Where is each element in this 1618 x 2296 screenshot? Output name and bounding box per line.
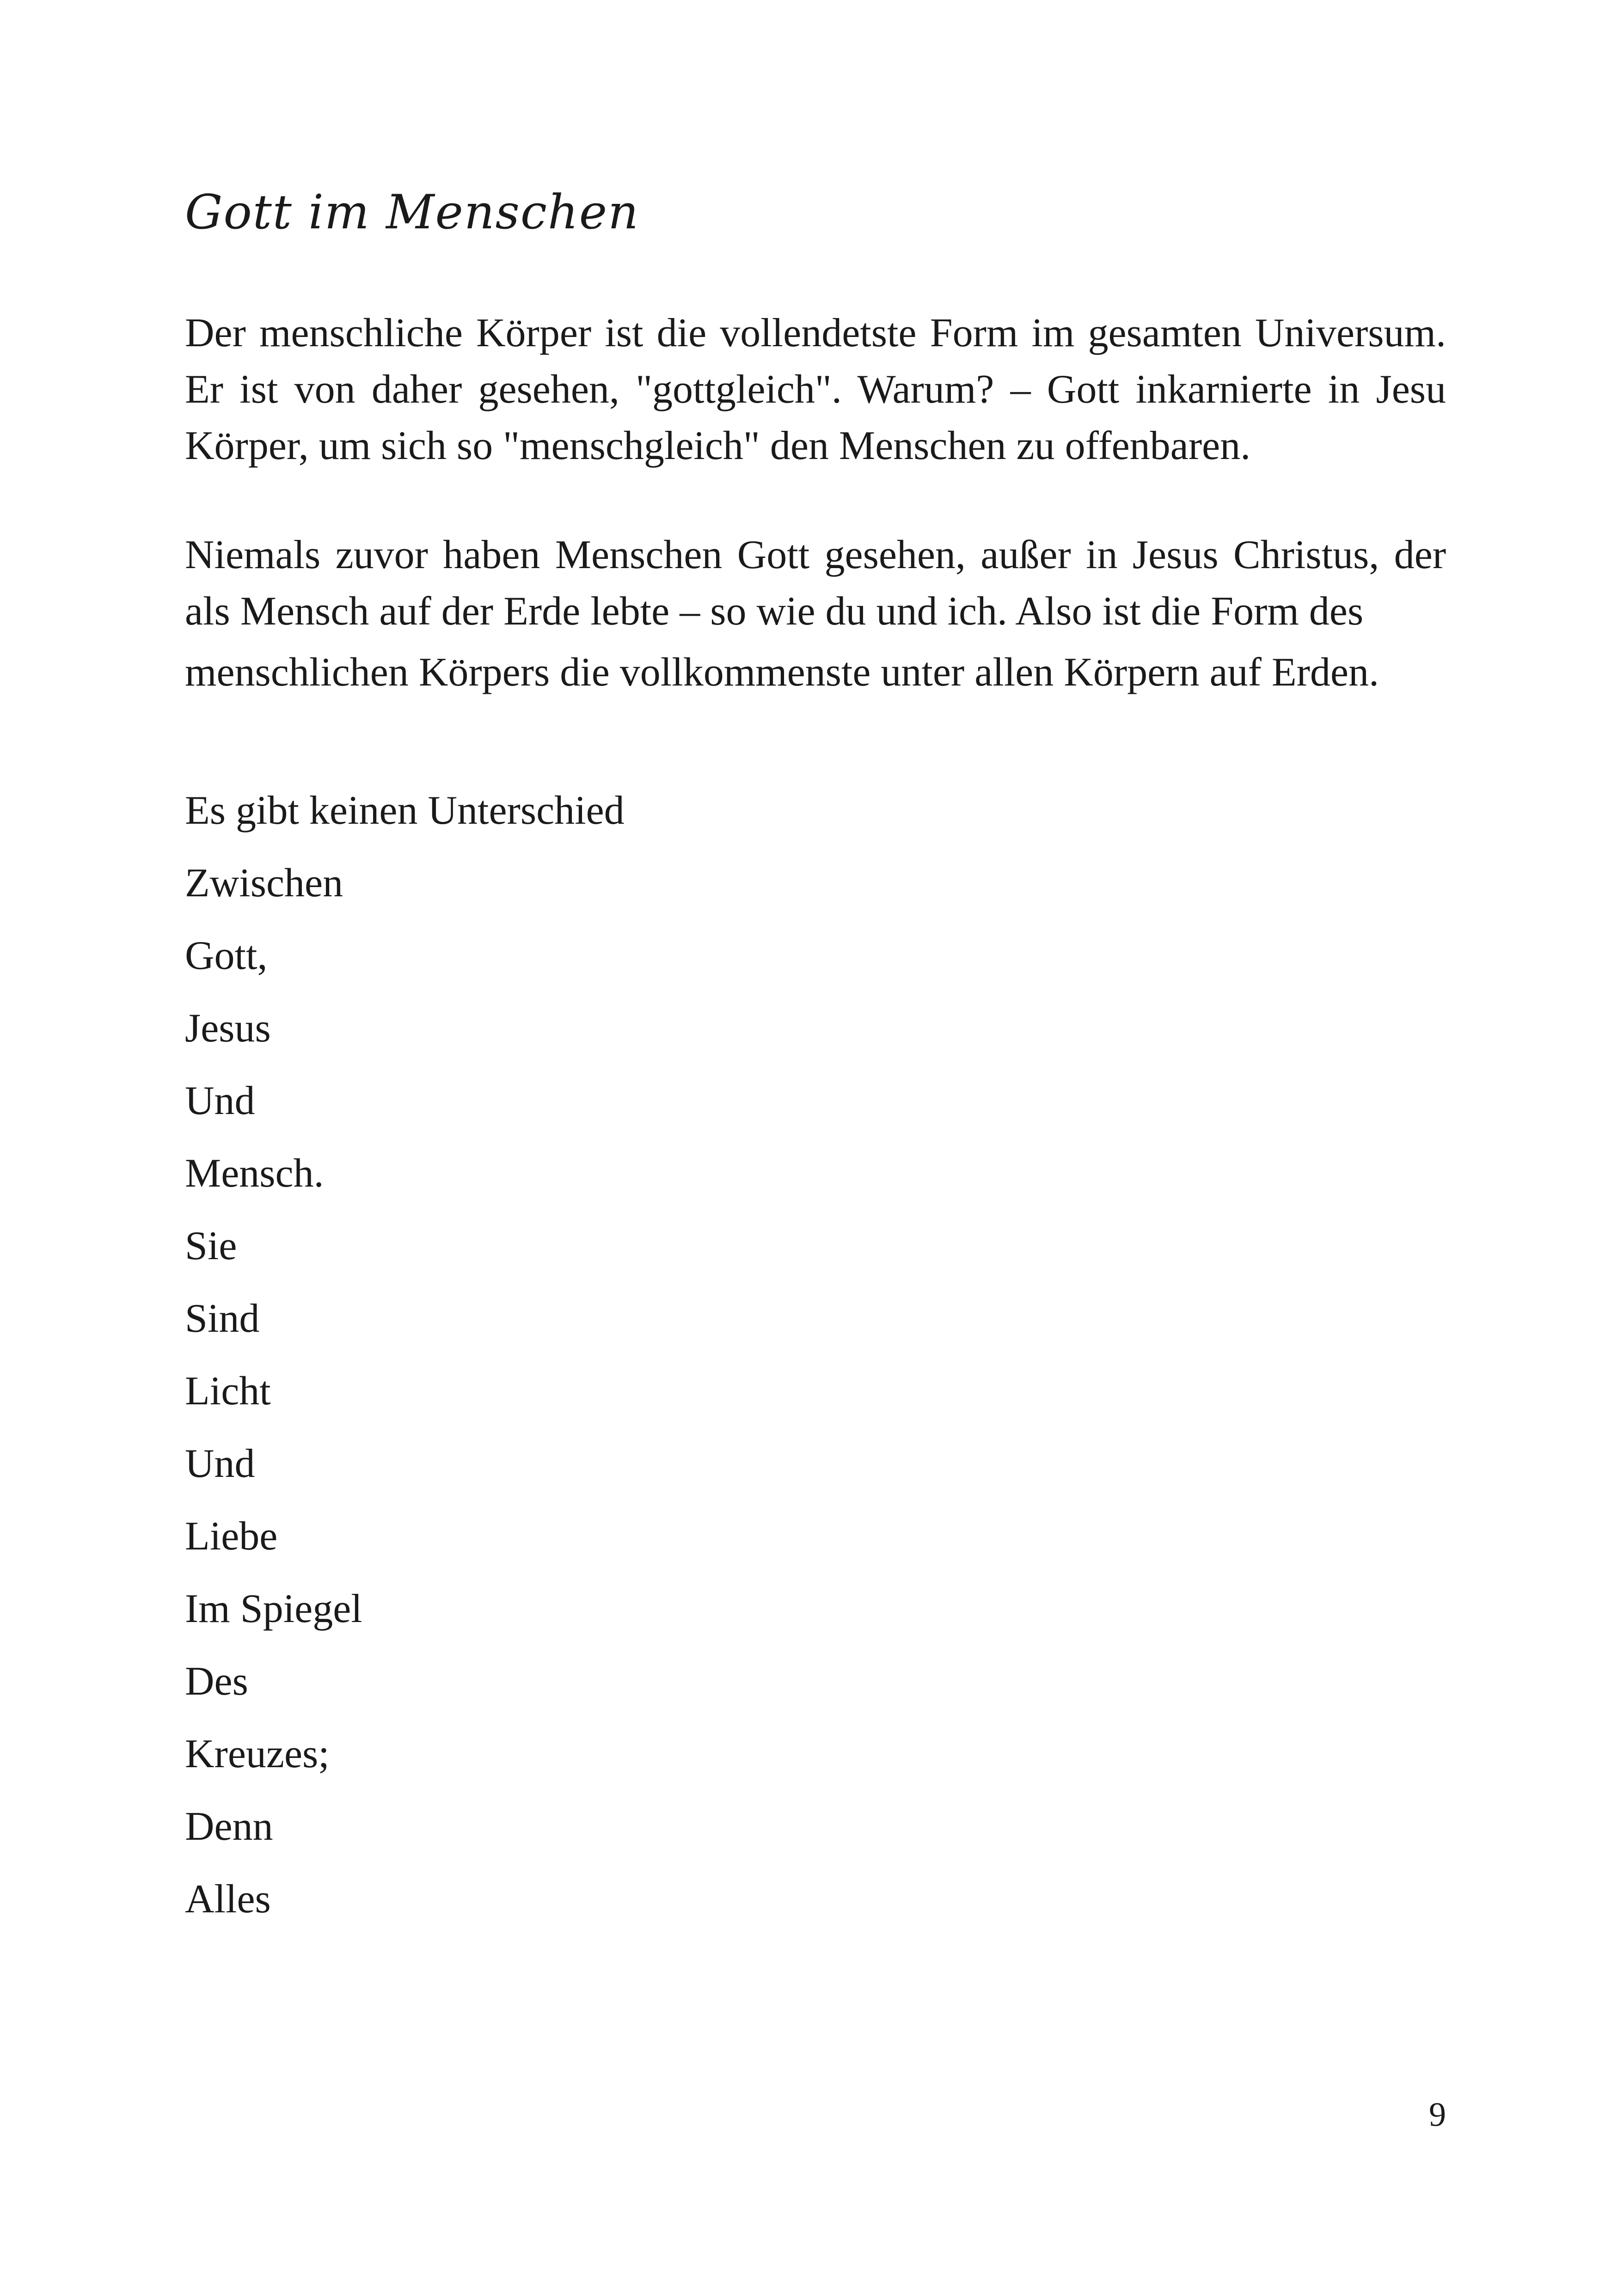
poem-line: Es gibt keinen Unterschied (185, 788, 625, 833)
poem-line: Gott, (185, 933, 268, 978)
poem-line: Kreuzes; (185, 1732, 330, 1776)
poem-line: Alles (185, 1877, 271, 1922)
poem-line: Zwischen (185, 861, 343, 906)
paragraph-2-text: Niemals zuvor haben Menschen Gott gesehen, außer in Jesus Christus, der als Mensch auf der Erde lebte – so wie du und ich. Also ist die Form des (185, 533, 1446, 634)
poem-line: Denn (185, 1804, 273, 1849)
poem-line: Des (185, 1659, 248, 1704)
poem-line: Sind (185, 1296, 260, 1341)
poem-line: Sie (185, 1224, 237, 1268)
poem-line: Und (185, 1078, 255, 1123)
paragraph-1: Der menschliche Körper ist die vollendetste Form im gesamten Universum. Er ist von daher gesehen, "gottgleich". Warum? – Gott inkarnierte in Jesu Körper, um sich so "menschgleich" den Menschen zu offenbaren. (185, 311, 1446, 468)
poem (185, 774, 625, 1935)
poem-line: Licht (185, 1369, 271, 1414)
paragraph-2 (185, 527, 1446, 701)
poem-line: Im Spiegel (185, 1586, 362, 1631)
page-number: 9 (1429, 2096, 1446, 2134)
poem-line: Jesus (185, 1006, 271, 1051)
chapter-title: Gott im Menschen (185, 185, 639, 240)
paragraph-2-last-line: menschlichen Körpers die vollkommenste unter allen Körpern auf Erden. (185, 650, 1379, 695)
poem-line: Liebe (185, 1514, 278, 1559)
poem-line: Und (185, 1441, 255, 1486)
poem-line: Mensch. (185, 1151, 324, 1196)
